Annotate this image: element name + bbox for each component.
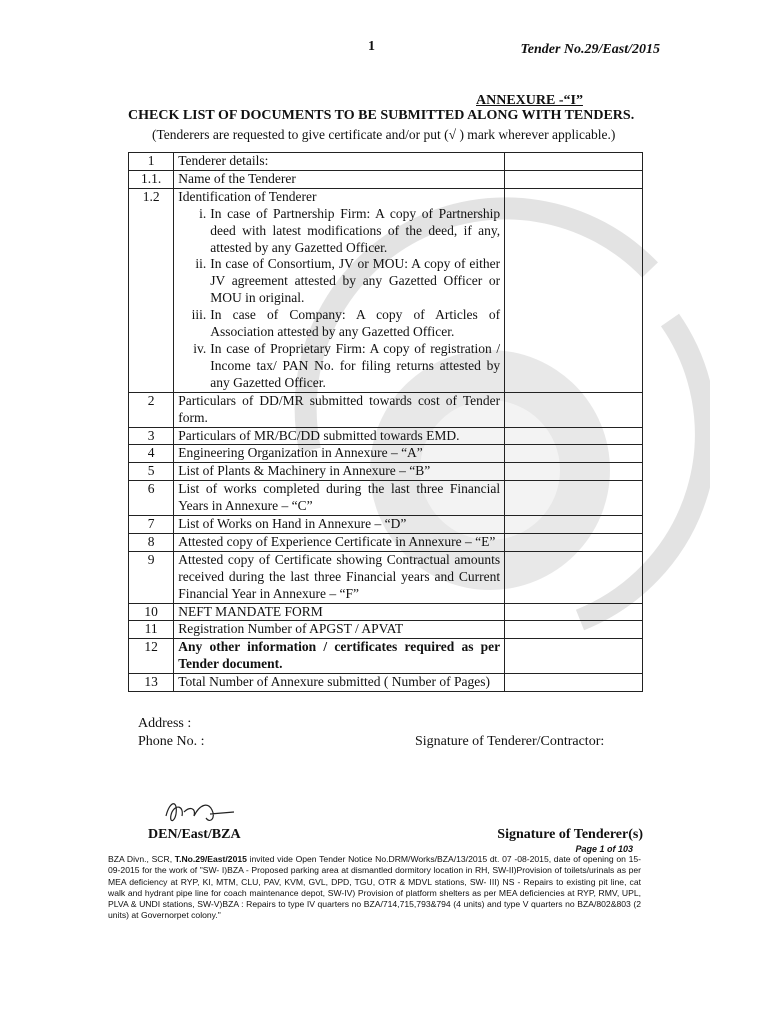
tenderer-signature-label: Signature of Tenderer(s): [497, 827, 643, 842]
roman-numeral: iv.: [193, 340, 207, 356]
roman-numeral: ii.: [195, 256, 207, 272]
identification-item: [178, 307, 500, 341]
footer-tender-description: [108, 854, 641, 922]
footer-text: invited vide Open Tender Notice No.DRM/Works/BZA/13/2015 dt. 07 -08-2015, date of opening on 15-09-2015 for the work of "SW- I)BZA - Proposed parking area at dismantled dormitory location in RH, SW-II)Provision of toilets/urinals as per MEA deficiency at RYP, KI, MTM, CLU, PAV, KVM, GVL, DPD, TGU, OTR & MDVL stations, SW- III) NS - Repairs to existing pit line, cat walk and hydrant pipe line for coach maintenance depot, SW-IV) Provision of platform shelters as per MEA deficiencies at RYP, RMV, UPL, PLVA & UNDI stations, SW-V)BZA : Repairs to type IV quarters no BZA/714,715,793&794 (4 units) and type V quarters no BZA/802&803 (2 units) at Governorpet colony.": [108, 854, 641, 921]
item-number: 1.2: [129, 188, 174, 392]
response-cell[interactable]: [505, 674, 643, 692]
identification-cell: [174, 188, 505, 392]
roman-numeral: iii.: [191, 307, 207, 323]
table-row: [129, 533, 643, 551]
item-number: 9: [129, 551, 174, 603]
item-description: List of Plants & Machinery in Annexure – “B”: [174, 463, 505, 481]
response-cell[interactable]: [505, 621, 643, 639]
table-row: [129, 153, 643, 171]
annexure-heading: ANNEXURE -“I”: [476, 93, 583, 108]
phone-label: Phone No. :: [138, 734, 205, 749]
response-cell[interactable]: [505, 445, 643, 463]
item-number: 4: [129, 445, 174, 463]
tender-number-header: Tender No.29/East/2015: [520, 42, 660, 57]
item-number: 6: [129, 481, 174, 516]
table-row: [129, 674, 643, 692]
item-description: Attested copy of Experience Certificate in Annexure – “E”: [174, 533, 505, 551]
identification-text: In case of Proprietary Firm: A copy of registration / Income tax/ PAN No. for filing returns attested by any Gazetted Officer.: [210, 340, 501, 390]
item-description: List of works completed during the last three Financial Years in Annexure – “C”: [174, 481, 505, 516]
response-cell[interactable]: [505, 639, 643, 674]
item-description: NEFT MANDATE FORM: [174, 603, 505, 621]
response-cell[interactable]: [505, 392, 643, 427]
table-row: [129, 516, 643, 534]
footer-prefix: BZA Divn., SCR,: [108, 854, 175, 864]
item-description: Any other information / certificates required as per Tender document.: [174, 639, 505, 674]
item-description: Attested copy of Certificate showing Contractual amounts received during the last three Financial years and Current Financial Year in Annexure – “F”: [174, 551, 505, 603]
identification-item: [178, 256, 500, 307]
response-cell[interactable]: [505, 427, 643, 445]
table-row: [129, 551, 643, 603]
table-row: [129, 427, 643, 445]
item-number: 13: [129, 674, 174, 692]
response-cell[interactable]: [505, 533, 643, 551]
identification-item: [178, 341, 500, 392]
item-description: Engineering Organization in Annexure – “A”: [174, 445, 505, 463]
identification-item: [178, 206, 500, 257]
checklist-title: CHECK LIST OF DOCUMENTS TO BE SUBMITTED ALONG WITH TENDERS.: [128, 108, 635, 123]
footer-tender-number: T.No.29/East/2015: [174, 854, 247, 864]
table-row: [129, 188, 643, 392]
item-description: Total Number of Annexure submitted ( Number of Pages): [174, 674, 505, 692]
table-row: [129, 481, 643, 516]
response-cell[interactable]: [505, 188, 643, 392]
den-designation: DEN/East/BZA: [148, 827, 241, 842]
handwritten-signature: [160, 796, 240, 830]
address-label: Address :: [138, 716, 192, 731]
page-number: 1: [368, 39, 375, 54]
item-description: Identification of Tenderer: [178, 188, 317, 204]
contractor-signature-label: Signature of Tenderer/Contractor:: [415, 734, 605, 749]
table-row: [129, 621, 643, 639]
item-number: 8: [129, 533, 174, 551]
item-description: Particulars of DD/MR submitted towards cost of Tender form.: [174, 392, 505, 427]
response-cell[interactable]: [505, 551, 643, 603]
identification-text: In case of Company: A copy of Articles of Association attested by any Gazetted Officer.: [210, 307, 501, 340]
table-row: [129, 603, 643, 621]
item-description: Name of the Tenderer: [174, 170, 505, 188]
item-number: 2: [129, 392, 174, 427]
item-description: List of Works on Hand in Annexure – “D”: [174, 516, 505, 534]
response-cell[interactable]: [505, 153, 643, 171]
item-number: 11: [129, 621, 174, 639]
item-number: 1: [129, 153, 174, 171]
roman-numeral: i.: [199, 205, 207, 221]
page-count: Page 1 of 103: [575, 844, 633, 854]
item-number: 10: [129, 603, 174, 621]
table-row: [129, 639, 643, 674]
item-number: 1.1.: [129, 170, 174, 188]
identification-text: In case of Partnership Firm: A copy of Partnership deed with latest modifications of the deed, if any, attested by any Gazetted Officer.: [210, 205, 501, 255]
table-row: [129, 170, 643, 188]
response-cell[interactable]: [505, 170, 643, 188]
table-row: [129, 445, 643, 463]
checklist-instructions: (Tenderers are requested to give certificate and/or put (√ ) mark wherever applicable.): [152, 127, 616, 142]
item-description: Tenderer details:: [174, 153, 505, 171]
item-number: 7: [129, 516, 174, 534]
response-cell[interactable]: [505, 463, 643, 481]
response-cell[interactable]: [505, 516, 643, 534]
item-number: 5: [129, 463, 174, 481]
response-cell[interactable]: [505, 481, 643, 516]
item-description: Registration Number of APGST / APVAT: [174, 621, 505, 639]
table-row: [129, 392, 643, 427]
item-number: 12: [129, 639, 174, 674]
identification-text: In case of Consortium, JV or MOU: A copy of either JV agreement attested by any Gazetted Officer or MOU in original.: [210, 256, 501, 306]
table-row: [129, 463, 643, 481]
item-number: 3: [129, 427, 174, 445]
checklist-table: [128, 152, 643, 692]
response-cell[interactable]: [505, 603, 643, 621]
item-description: Particulars of MR/BC/DD submitted towards EMD.: [174, 427, 505, 445]
